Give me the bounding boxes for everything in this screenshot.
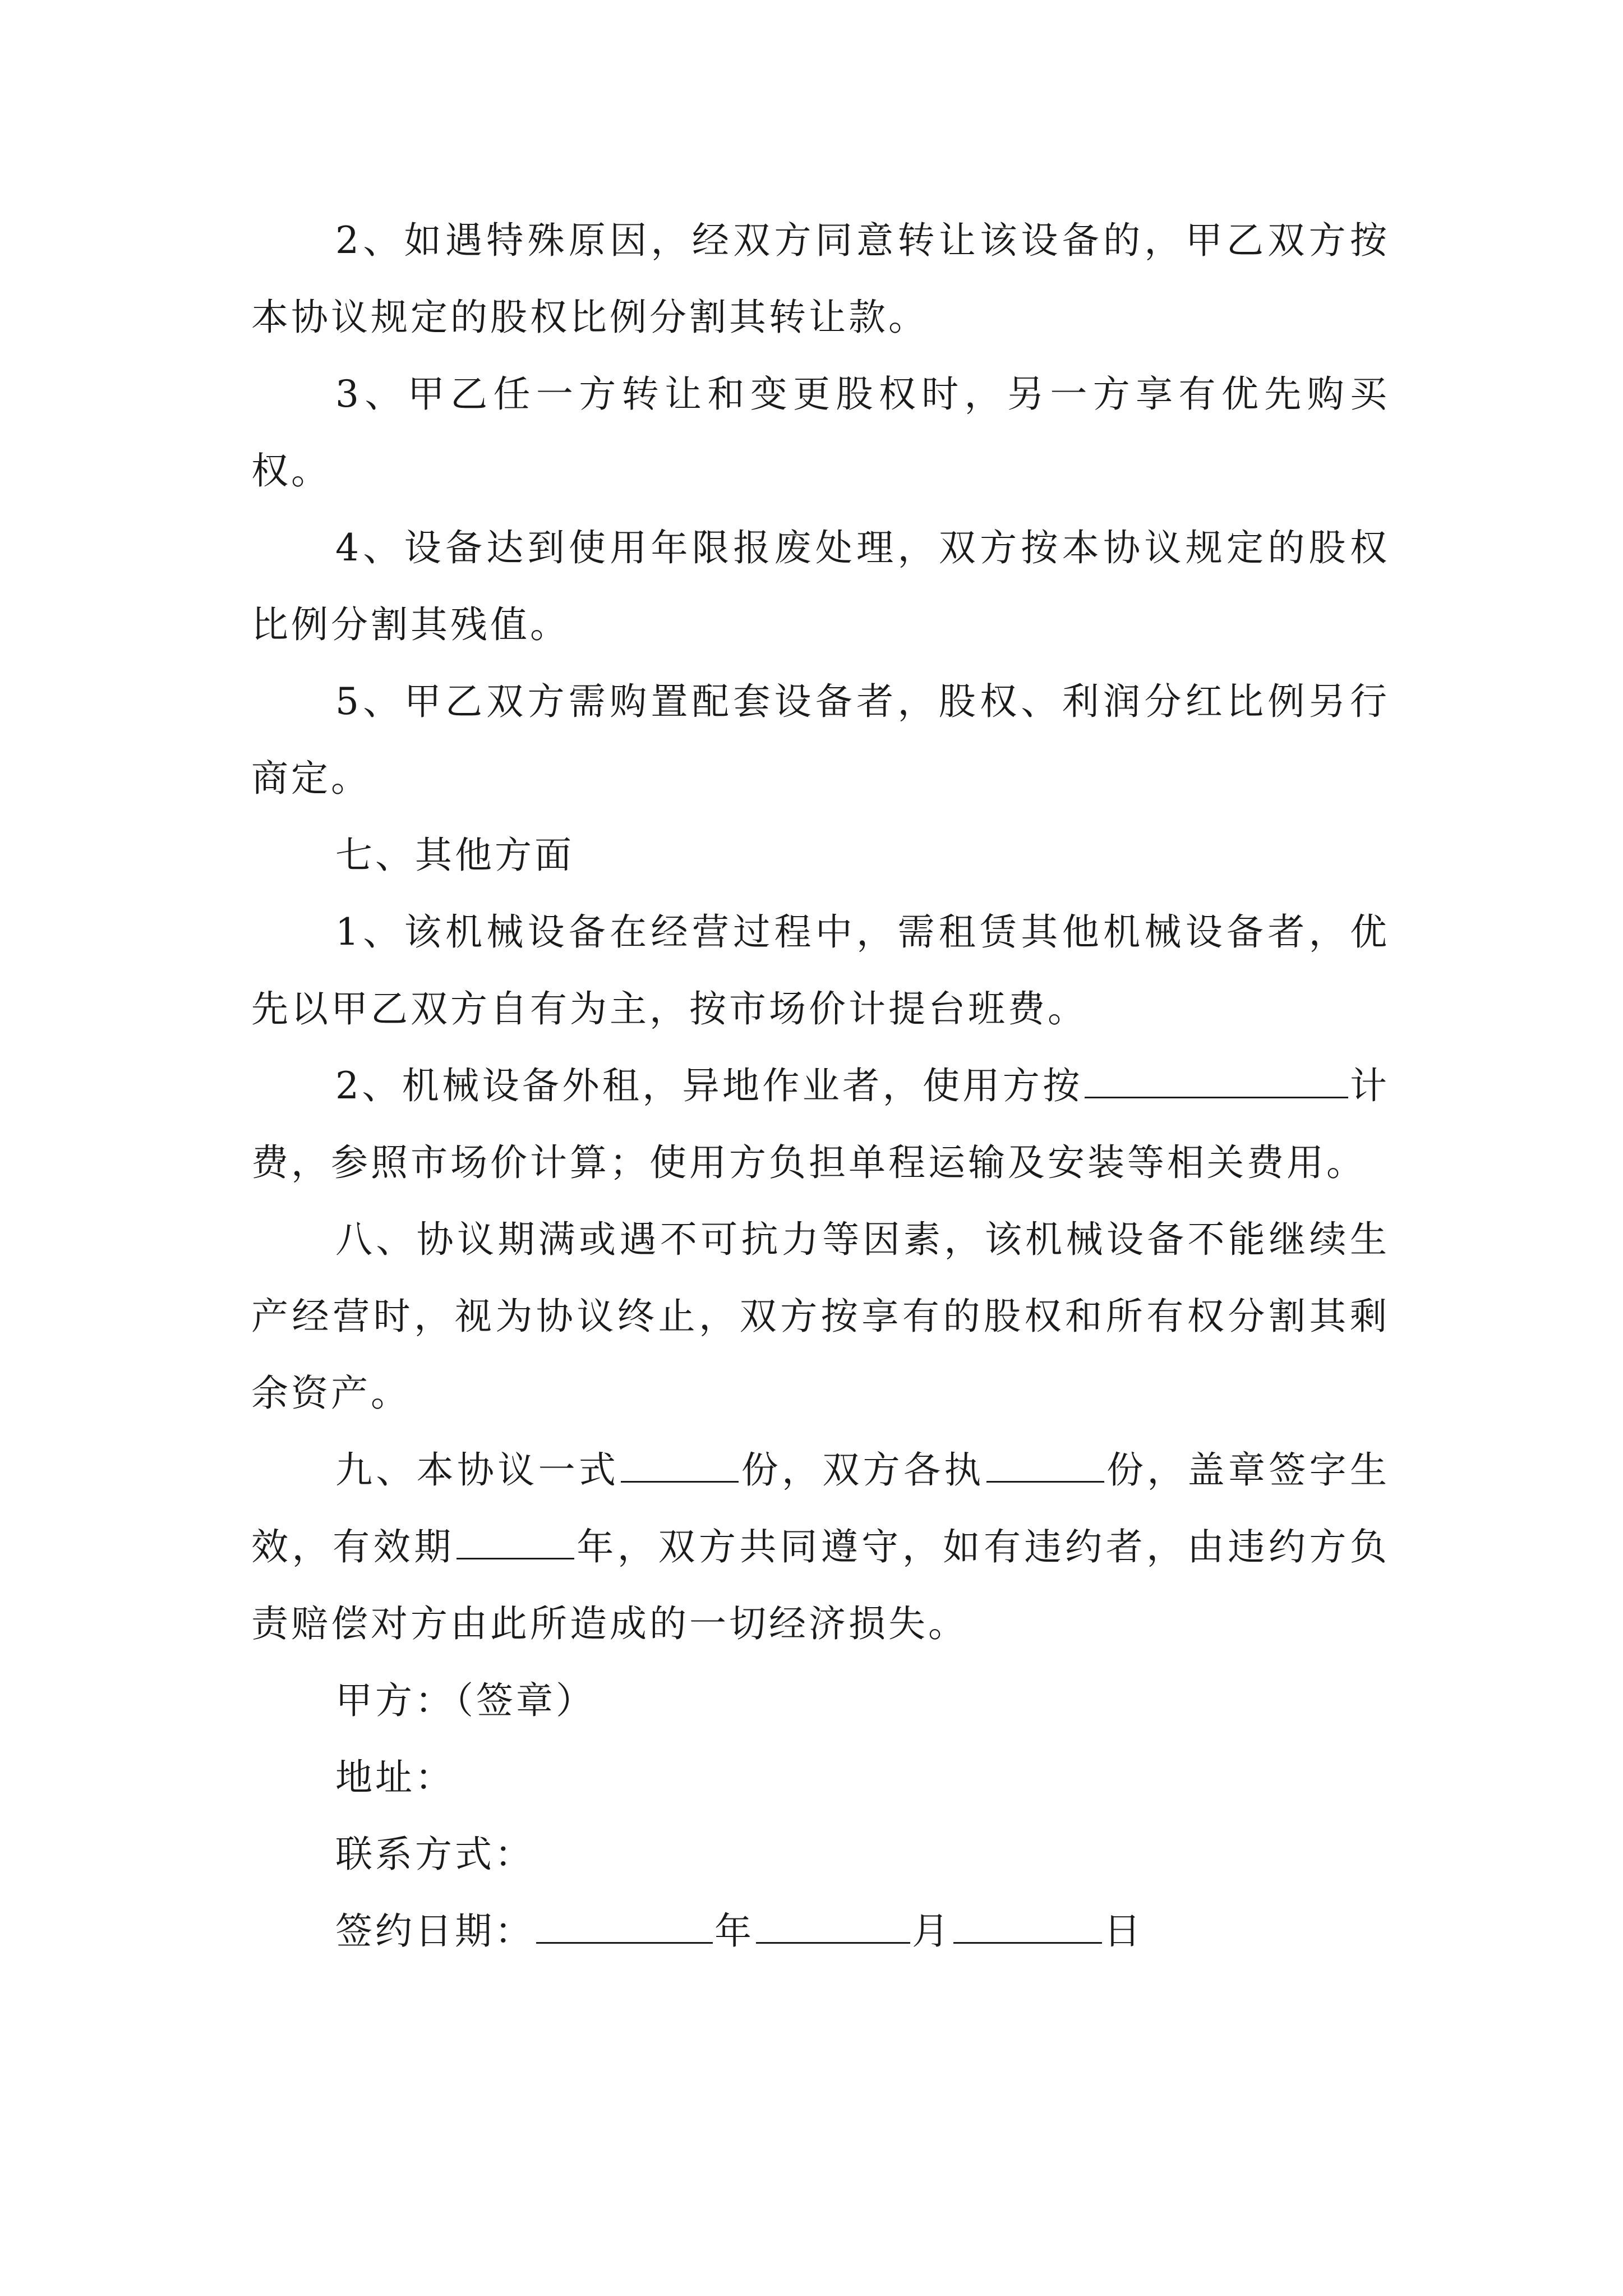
address-line: 地址： <box>335 1756 455 1799</box>
date-year-blank <box>536 1905 713 1944</box>
clause-external-rental-before: 2、机械设备外租，异地作业者，使用方按 <box>335 1064 1083 1107</box>
clause-agreement-termination: 八、协议期满或遇不可抗力等因素，该机械设备不能继续生产经营时，视为协议终止，双方按享有的股权和所有权分割其剩余资产。 <box>251 1218 1390 1415</box>
clause-copies-part2: 份，双方各执 <box>740 1448 985 1492</box>
rental-billing-blank <box>1085 1060 1348 1098</box>
date-month-label: 月 <box>912 1910 952 1953</box>
clause-external-rental-after: 计费，参照市场价计算；使用方负担单程运输及安装等相关费用。 <box>251 1064 1390 1184</box>
date-month-blank <box>756 1905 910 1944</box>
clause-copies-part1: 九、本协议一式 <box>335 1448 620 1492</box>
clause-copies-validity <box>251 1432 1390 1662</box>
validity-years-blank <box>457 1521 574 1559</box>
copies-total-blank <box>621 1444 739 1483</box>
clause-supporting-equipment: 5、甲乙双方需购置配套设备者，股权、利润分红比例另行商定。 <box>251 680 1390 800</box>
clause-leasing-equipment: 1、该机械设备在经营过程中，需租赁其他机械设备者，优先以甲乙双方自有为主，按市场价计提台班费。 <box>251 910 1390 1030</box>
signature-block <box>251 1662 1390 1970</box>
date-day-label: 日 <box>1104 1910 1144 1953</box>
signing-date-label: 签约日期： <box>335 1910 534 1953</box>
clause-transfer-proceeds: 2、如遇特殊原因，经双方同意转让该设备的，甲乙双方按本协议规定的股权比例分割其转让款。 <box>251 219 1390 339</box>
document-body <box>251 202 1390 1970</box>
clause-preemptive-right: 3、甲乙任一方转让和变更股权时，另一方享有优先购买权。 <box>251 372 1390 493</box>
party-a-signature: 甲方：（签章） <box>335 1679 596 1722</box>
signing-date-line <box>251 1893 1390 1970</box>
date-year-label: 年 <box>714 1910 754 1953</box>
clause-external-rental <box>251 1047 1390 1201</box>
contact-line: 联系方式： <box>335 1833 534 1876</box>
clause-copies-part4: 年，双方共同遵守，如有违约者，由违约方负责赔偿对方由此所造成的一切经济损失。 <box>251 1525 1390 1645</box>
date-day-blank <box>953 1905 1102 1944</box>
copies-each-blank <box>986 1444 1104 1483</box>
clause-copies-part3: 份，盖章签字生效，有效期 <box>251 1448 1390 1568</box>
clause-scrap-value: 4、设备达到使用年限报废处理，双方按本协议规定的股权比例分割其残值。 <box>251 526 1390 646</box>
section-heading-other: 七、其他方面 <box>335 834 574 877</box>
